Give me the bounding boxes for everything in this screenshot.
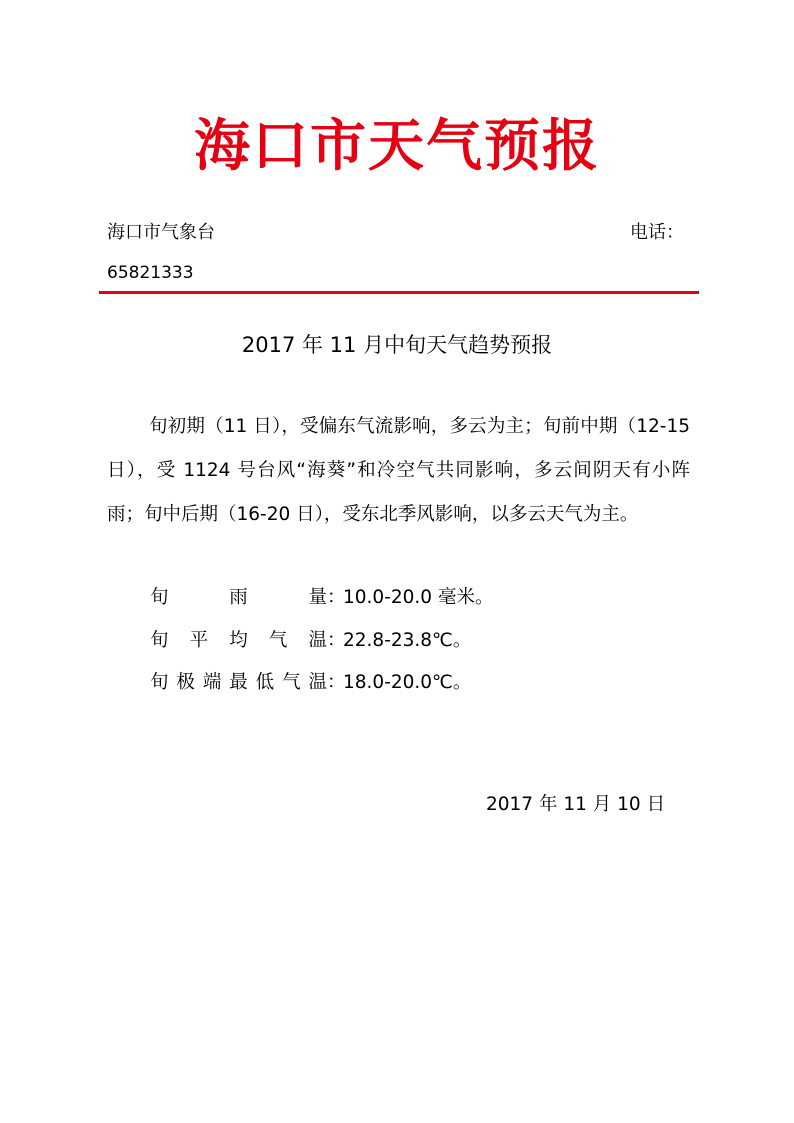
- stat-label-avg-temp: 旬平均气温: [150, 630, 327, 651]
- stat-value-min-temp: 18.0-20.0℃。: [343, 672, 472, 693]
- stat-row-min-temp: [150, 670, 471, 696]
- phone-label: 电话：: [630, 222, 684, 243]
- header-divider: [99, 291, 699, 294]
- report-subtitle: 2017 年 11 月中旬天气趋势预报: [241, 333, 553, 357]
- stat-row-rainfall: [150, 585, 493, 611]
- stat-colon: ：: [327, 587, 346, 608]
- issue-date: 2017 年 11 月 10 日: [486, 794, 666, 815]
- stat-label-rainfall: 旬雨量: [150, 587, 327, 608]
- stat-colon: ：: [327, 672, 346, 693]
- stat-colon: ：: [327, 630, 346, 651]
- stat-row-avg-temp: [150, 628, 471, 654]
- stat-value-rainfall: 10.0-20.0 毫米。: [343, 587, 494, 608]
- issuer-name: 海口市气象台: [107, 222, 215, 243]
- stat-value-avg-temp: 22.8-23.8℃。: [343, 630, 472, 651]
- forecast-paragraph: 旬初期（11 日），受偏东气流影响，多云为主；旬前中期（12-15 日），受 1124 号台风“海葵”和冷空气共同影响，多云间阴天有小阵雨；旬中后期（16-20 日），受东北季风影响，以多云天气为主。: [107, 416, 690, 525]
- phone-number: 65821333: [107, 263, 194, 283]
- stat-label-min-temp: 旬极端最低气温: [150, 672, 327, 693]
- page-title: 海口市天气预报: [194, 114, 600, 179]
